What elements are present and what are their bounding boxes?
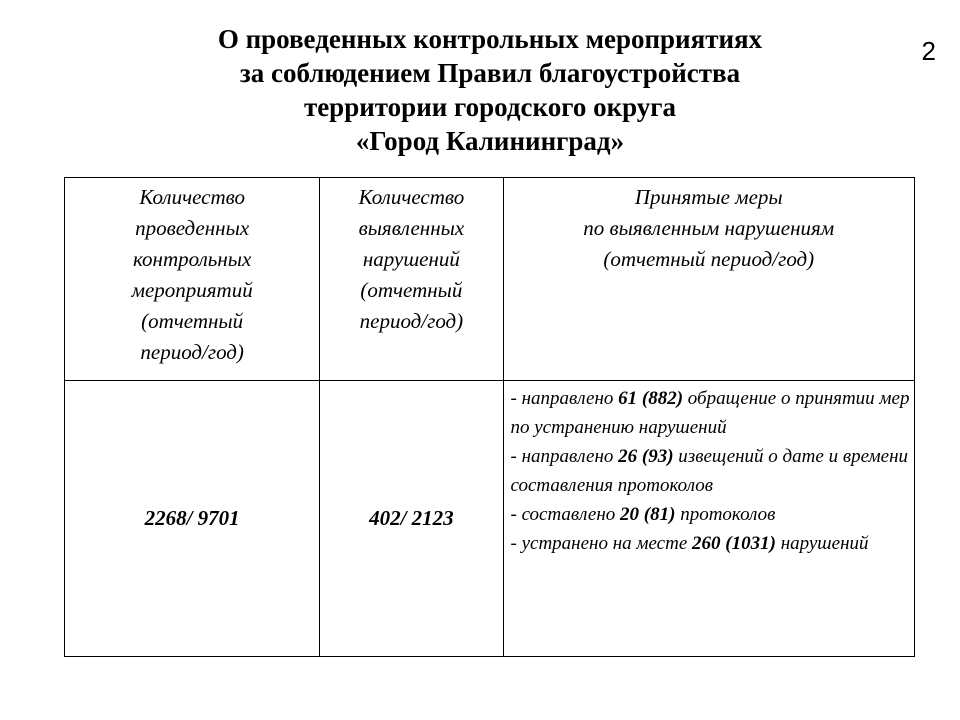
measure-number: 20 (81): [620, 504, 676, 525]
header-line: (отчетный: [141, 309, 244, 333]
header-line: контрольных: [133, 247, 252, 271]
measure-number: 61 (882): [618, 388, 684, 409]
title-line-1: О проведенных контрольных мероприятиях: [217, 24, 763, 54]
header-line: выявленных: [358, 216, 465, 240]
header-measures-taken: [503, 178, 915, 381]
table-header-row: [65, 178, 915, 381]
measure-suffix: протоколов: [675, 504, 776, 525]
header-line: Количество: [139, 185, 245, 209]
measure-prefix: - направлено: [510, 446, 619, 467]
measure-prefix: - направлено: [510, 388, 619, 409]
measure-item: [511, 529, 911, 558]
violations-value: 402/ 2123: [320, 381, 503, 657]
header-violations-count: [320, 178, 503, 381]
header-line: (отчетный период/год): [603, 247, 815, 271]
page-title: [0, 22, 960, 158]
header-line: по выявленным нарушениям: [583, 216, 835, 240]
measures-list: [503, 381, 915, 657]
measure-suffix: обращение о принятии мер по устранению нарушений: [510, 388, 910, 438]
slide-number: 2: [921, 36, 936, 66]
header-line: период/год): [359, 309, 464, 333]
header-line: период/год): [140, 340, 244, 364]
header-inspections-count: [65, 178, 320, 381]
measure-suffix: извещений о дате и времени составления протоколов: [510, 446, 909, 496]
inspections-value: 2268/ 9701: [65, 381, 320, 657]
measure-suffix: нарушений: [775, 533, 869, 554]
header-line: мероприятий: [131, 278, 253, 302]
table-row: [65, 381, 915, 657]
title-line-4: «Город Калининград»: [355, 126, 625, 156]
measure-item: [511, 500, 911, 529]
header-line: проведенных: [135, 216, 250, 240]
title-line-2: за соблюдением Правил благоустройства: [239, 58, 741, 88]
measure-item: [511, 442, 911, 500]
measure-number: 260 (1031): [692, 533, 776, 554]
measure-prefix: - составлено: [510, 504, 621, 525]
report-table: [64, 177, 915, 657]
title-line-3: территории городского округа: [303, 92, 677, 122]
header-line: Количество: [358, 185, 465, 209]
measure-item: [511, 384, 911, 442]
header-line: Принятые меры: [634, 185, 783, 209]
header-line: нарушений: [362, 247, 460, 271]
header-line: (отчетный: [360, 278, 463, 302]
measure-prefix: - устранено на месте: [510, 533, 693, 554]
measure-number: 26 (93): [618, 446, 674, 467]
